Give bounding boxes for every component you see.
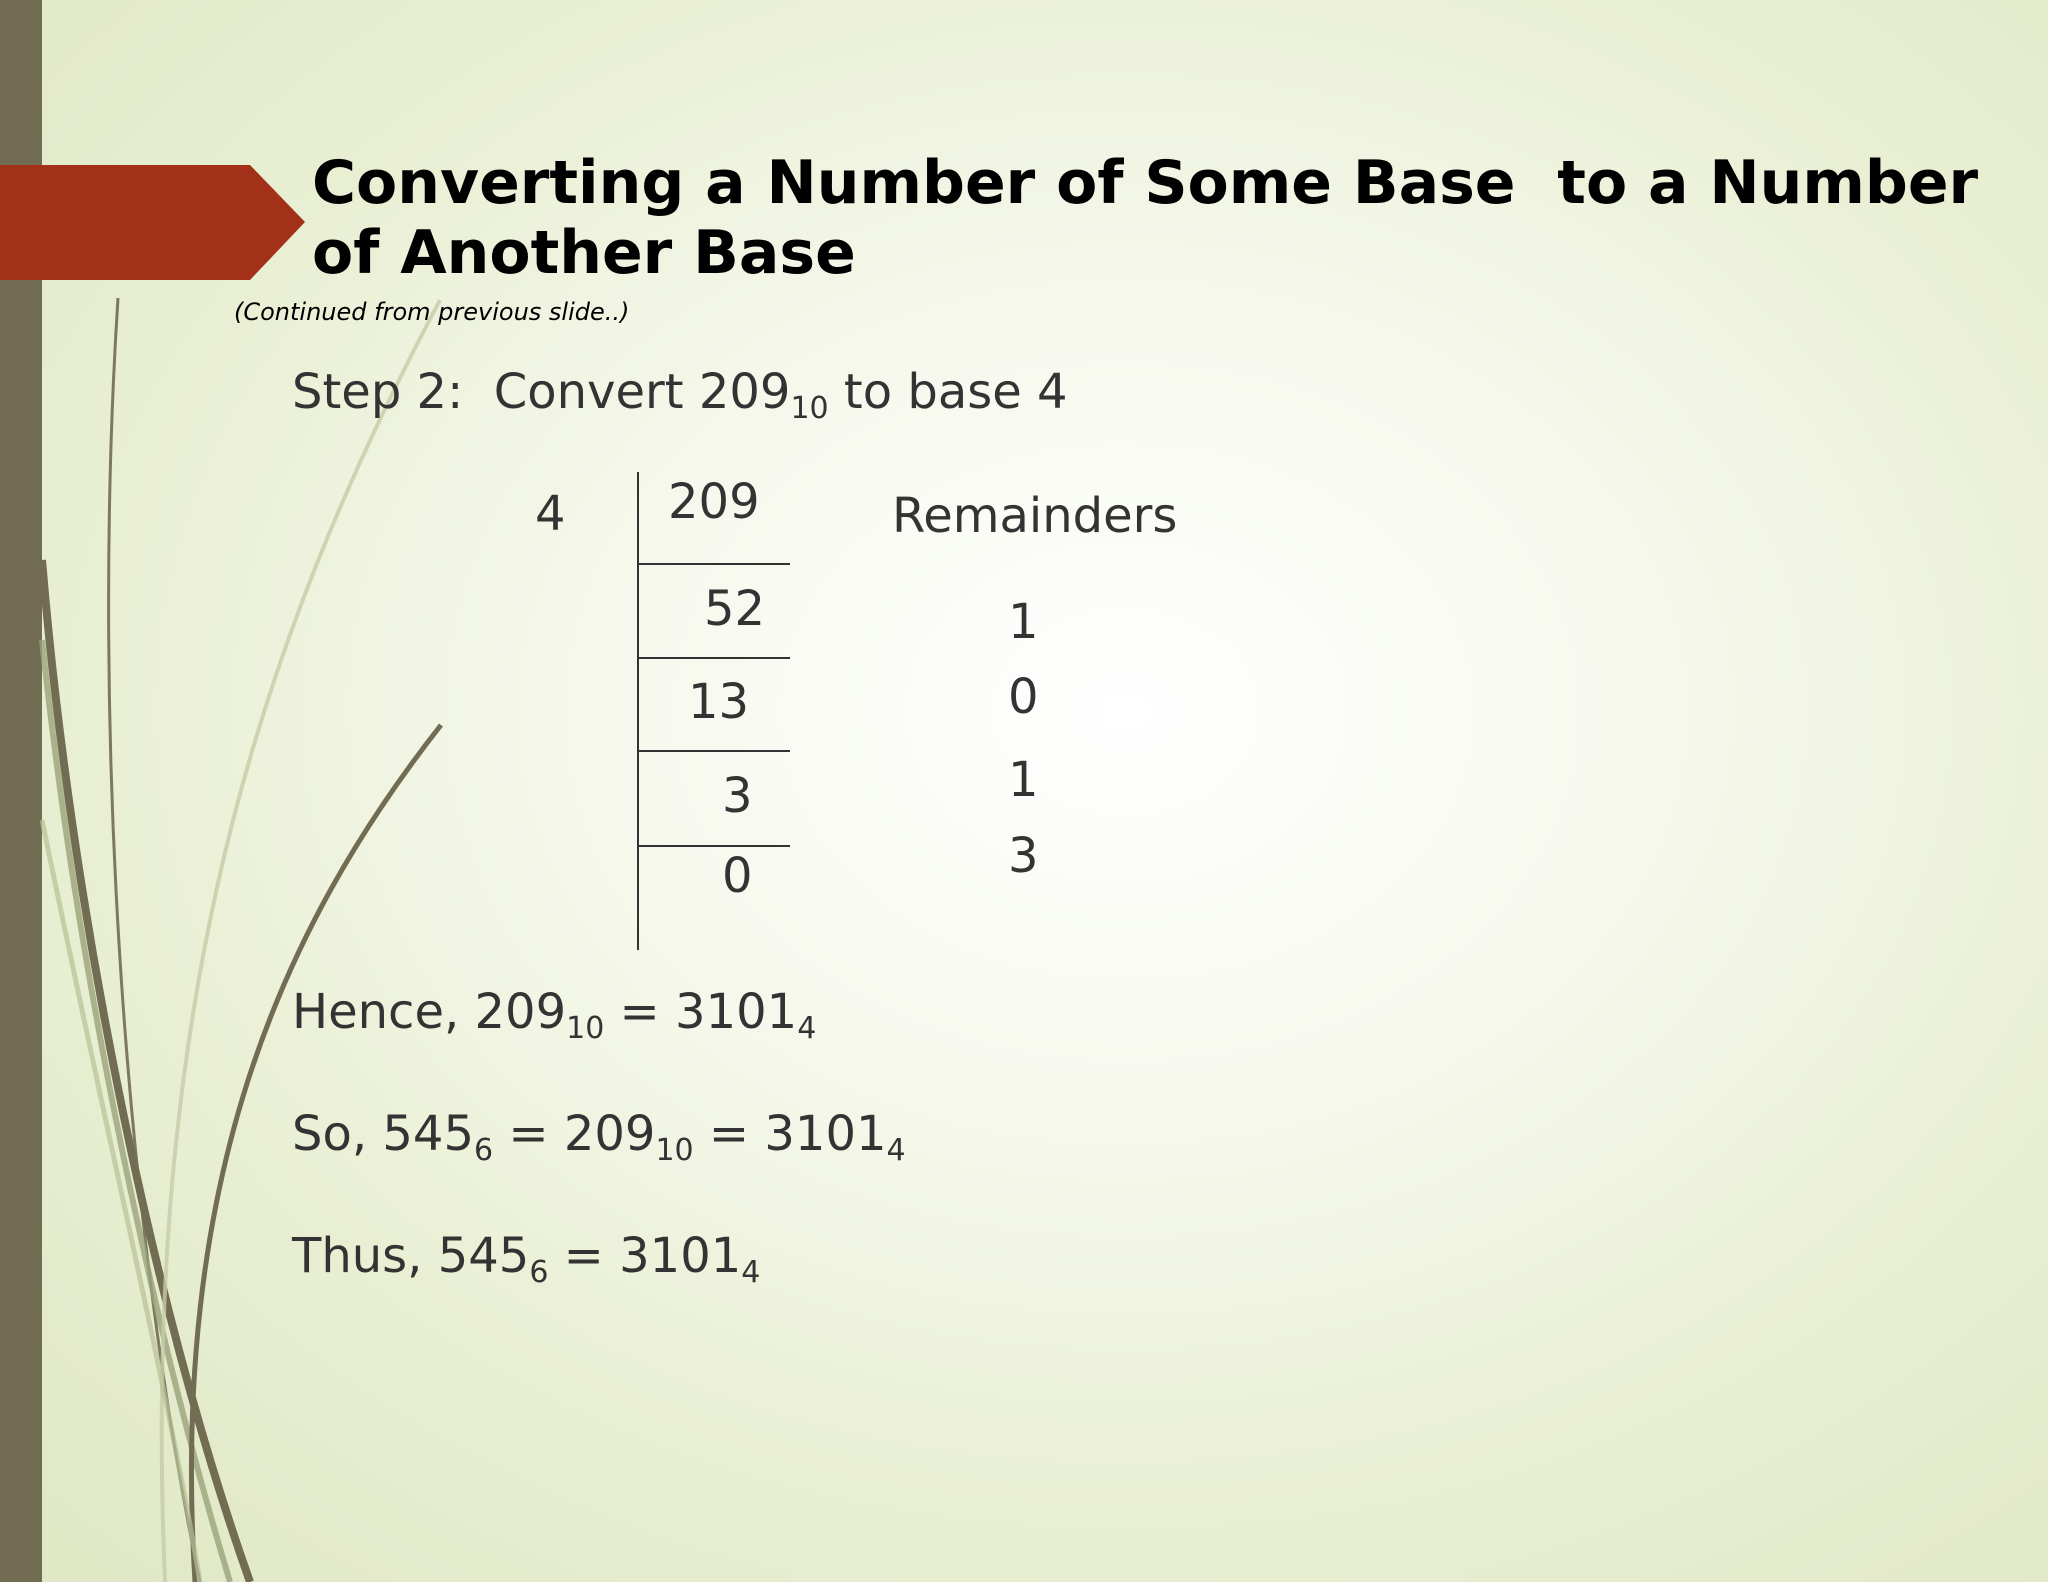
slide-title <box>312 148 2042 288</box>
remainder-1: 0 <box>1008 669 1039 725</box>
remainders-label: Remainders <box>892 488 1178 544</box>
remainder-3: 3 <box>1008 828 1039 884</box>
quotient-4: 0 <box>722 848 753 904</box>
division-rule-4 <box>638 845 790 847</box>
division-rule-1 <box>638 563 790 565</box>
conclusion-hence: Hence, $209_{10} = 3101_4$ <box>292 984 817 1046</box>
division-rule-2 <box>638 657 790 659</box>
quotient-1: 52 <box>704 581 766 637</box>
divisor: 4 <box>535 486 566 542</box>
remainder-0: 1 <box>1008 594 1039 650</box>
slide-title-line-1: Converting a Number of Some Base to a Number <box>312 148 1979 218</box>
conclusion-so: So, $545_6 = 209_{10} = 3101_4$ <box>292 1106 906 1168</box>
conclusion-thus: Thus, $545_6 = 3101_4$ <box>292 1228 761 1290</box>
step-text: Convert $209_{10}$ to base 4 <box>493 364 1068 426</box>
continued-note: (Continued from previous slide..) <box>234 298 630 326</box>
division-rule-3 <box>638 750 790 752</box>
slide-title-line-2: of Another Base <box>312 218 856 288</box>
quotient-0: 209 <box>668 474 760 530</box>
remainder-2: 1 <box>1008 752 1039 808</box>
step-line <box>292 364 1068 426</box>
quotient-2: 13 <box>688 674 750 730</box>
step-label: Step 2: <box>292 364 464 420</box>
step-base-subscript: 10 <box>790 391 829 426</box>
title-arrow-shape <box>0 0 320 300</box>
quotient-3: 3 <box>722 768 753 824</box>
division-vertical-rule <box>637 472 639 950</box>
